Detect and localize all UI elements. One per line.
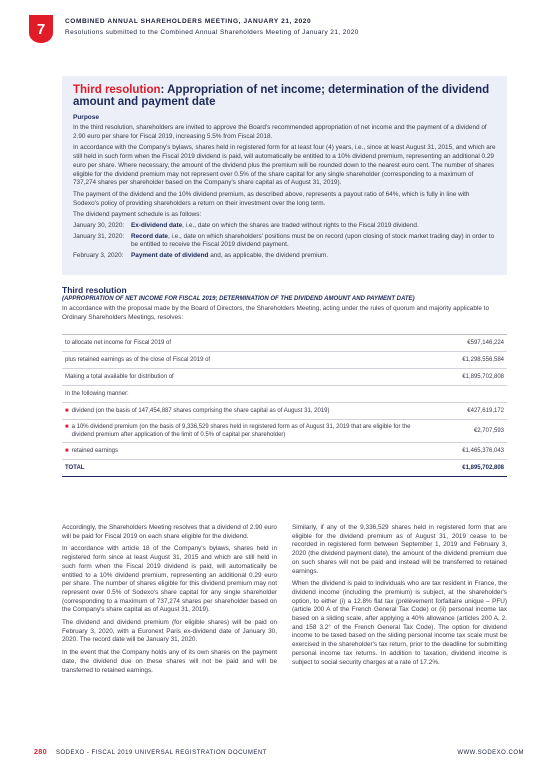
row-amount: €597,146,224: [467, 340, 504, 346]
row-label: [65, 423, 424, 439]
row-label: In the following manner:: [65, 391, 129, 397]
row-label: Making a total available for distribution of: [65, 374, 174, 380]
schedule-desc: [131, 222, 496, 231]
box-paragraph: The payment of the dividend and the 10% dividend premium, as described above, represents a payout ratio of 64%, which is fully in line with Sodexo's policy of providing shareholders a return on their investment over the long term.: [73, 190, 470, 207]
box-title: [73, 84, 496, 108]
box-title-red: Third resolution: [73, 84, 161, 96]
box-title-rest: : Appropriation of net income; determination of the dividend amount and payment date: [73, 84, 490, 108]
header-subtitle: Resolutions submitted to the Combined Annual Shareholders Meeting of January 21, 2020: [65, 29, 359, 36]
bullet-icon: ■: [65, 448, 69, 454]
table-row: [62, 369, 507, 386]
body-paragraph: Accordingly, the Shareholders Meeting resolves that a dividend of 2.90 euro will be paid for Fiscal 2019 on each share eligible for the dividend.: [62, 524, 277, 540]
table-row: [62, 443, 507, 460]
body-paragraph: In the event that the Company holds any of its own shares on the payment date, the dividend due on these shares will not be paid and will be transferred to retained earnings.: [62, 649, 277, 674]
table-row: [62, 386, 507, 403]
table-row: [62, 403, 507, 420]
box-paragraph: In accordance with the Company's bylaws, shares held in registered form for at least four (4) years, i.e., since at least August 31, 2015, and which are still held in such form when the Fiscal 2019 dividend is paid, will automatically be entitled to a 10% dividend premium, representing an additional 0.29 euro per share. Where necessary, the amount of the dividend plus the premium will be rounded down to the nearest euro cent. The number of shares eligible for the dividend premium may not represent over 0.5% of the share capital for any single shareholder (corresponding to a maximum of 737,274 shares per shareholder based on the Company's share capital as of August 31, 2019).: [73, 144, 496, 187]
schedule-date: January 31, 2020:: [73, 232, 125, 240]
chapter-badge: 7: [29, 15, 53, 43]
header-title: COMBINED ANNUAL SHAREHOLDERS MEETING, JANUARY 21, 2020: [65, 18, 312, 25]
page-number: 280: [34, 749, 48, 756]
schedule-rest: , i.e., date on which the shares are traded without rights to the Fiscal 2019 dividend.: [182, 222, 419, 230]
schedule-date: January 30, 2020:: [73, 222, 125, 230]
body-right-column: [292, 524, 507, 671]
schedule-item: [73, 233, 496, 250]
body-paragraph: In accordance with article 18 of the Company's bylaws, shares held in registered form since at least August 31, 2015 and which are still held in such form when the Fiscal 2019 dividend is paid, will automatically be entitled to a 10% dividend premium, representing an additional 0.29 euro per share. The number of shares eligible for this dividend premium may not represent over 0.5% of Sodexo's share capital for any single shareholder (corresponding to a maximum of 737,274 shares per shareholder based on the Company's share capital as of August 31, 2019).: [62, 545, 277, 614]
schedule-bold: Ex-dividend date: [131, 222, 183, 230]
row-label: plus retained earnings as of the close of Fiscal 2019 of: [65, 357, 211, 363]
schedule-desc: [131, 233, 496, 250]
schedule-desc: [131, 252, 496, 261]
table-row: [62, 352, 507, 369]
schedule-bold: Record date: [131, 232, 168, 240]
row-amount: €1,895,702,808: [462, 374, 504, 380]
body-paragraph: Similarly, if any of the 9,336,529 shares held in registered form that are eligible for the dividend premium as of August 31, 2019 cease to be recorded in registered form between September 1, 2019 and February 3, 2020 (the dividend payment date), the amount of the dividend premium due on such shares will not be paid and instead will be transferred to retained earnings.: [292, 524, 507, 575]
purpose-heading: Purpose: [73, 114, 100, 121]
box-paragraph: In the third resolution, shareholders are invited to approve the Board's recommended appropriation of net income and the payment of a dividend of 2.90 euro per share for Fiscal 2019, increasing 5.5% from Fiscal 2018.: [73, 124, 487, 140]
schedule-item: [73, 222, 496, 231]
row-label: [65, 407, 424, 415]
body-left-column: [62, 524, 277, 679]
appropriation-table: [62, 334, 507, 477]
row-amount: €1,465,376,043: [462, 448, 504, 454]
table-row: [62, 335, 507, 352]
row-label-text: a 10% dividend premium (on the basis of 9,336,529 shares held in registered form as of August 31, 2019 that are eligible for the dividend premium after application of the limit of 0.5% of capital per shareholder): [71, 424, 411, 438]
resolution-title: Third resolution: [62, 285, 127, 295]
row-label: to allocate net income for Fiscal 2019 of: [65, 340, 172, 346]
schedule-rest: , i.e., date on which shareholders' positions must be on record (upon closing of stock market trading day) in order to be entitled to receive the Fiscal 2019 dividend payment.: [131, 232, 495, 249]
total-amount: €1,895,702,808: [462, 465, 504, 471]
schedule-item: [73, 252, 496, 261]
total-label: TOTAL: [65, 465, 85, 471]
page-header: [29, 15, 529, 45]
row-amount: €1,298,556,584: [462, 357, 504, 363]
row-label: [65, 447, 424, 455]
body-paragraph: When the dividend is paid to individuals who are tax resident in France, the dividend income (including the premium) is subject, at the shareholder's option, to either (i) a 12.8% flat tax (prélèvement forfaitaire unique – PFU) (article 200 A of the French General Tax Code) or (ii) personal income tax based on a sliding scale, after applying a 40% allowance (articles 200 A, 2. and 158 3.2° of the French General Tax Code). The option for dividend income to be taxed based on the sliding personal income tax scale must be exercised in the shareholder's tax return, prior to the deadline for submitting personal income tax returns. In addition to taxation, dividend income is subject to social security charges at a rate of 17.2%.: [292, 580, 507, 666]
purpose-box: [62, 76, 507, 275]
footer-website: WWW.SODEXO.COM: [457, 750, 524, 756]
row-amount: €2,707,593: [473, 428, 504, 434]
table-row: [62, 420, 507, 443]
footer-doc-title: SODEXO - FISCAL 2019 UNIVERSAL REGISTRATION DOCUMENT: [56, 750, 267, 756]
bullet-icon: ■: [65, 408, 69, 414]
row-label-text: retained earnings: [71, 448, 118, 454]
row-amount: €427,619,172: [467, 408, 504, 414]
row-label-text: dividend (on the basis of 147,454,887 shares comprising the share capital as of August 31, 2019): [71, 408, 330, 414]
table-total-row: [62, 460, 507, 477]
box-paragraph: The dividend payment schedule is as follows:: [73, 211, 202, 219]
resolution-subtitle: (APPROPRIATION OF NET INCOME FOR FISCAL 2019; DETERMINATION OF THE DIVIDEND AMOUNT AND PAYMENT DATE): [62, 296, 415, 302]
schedule-bold: Payment date of dividend: [131, 252, 209, 260]
bullet-icon: ■: [65, 424, 69, 430]
body-paragraph: The dividend and dividend premium (for eligible shares) will be paid on February 3, 2020, with a Euronext Paris ex-dividend date of January 30, 2020. The record date will be January 31, 2020.: [62, 619, 277, 644]
schedule-rest: and, as applicable, the dividend premium.: [208, 252, 329, 260]
schedule-date: February 3, 2020:: [73, 252, 124, 260]
resolution-section: [62, 285, 507, 322]
resolution-intro: In accordance with the proposal made by the Board of Directors, the Shareholders Meeting, acting under the rules of quorum and majority applicable to Ordinary Shareholders Meetings, resolves:: [62, 305, 489, 321]
